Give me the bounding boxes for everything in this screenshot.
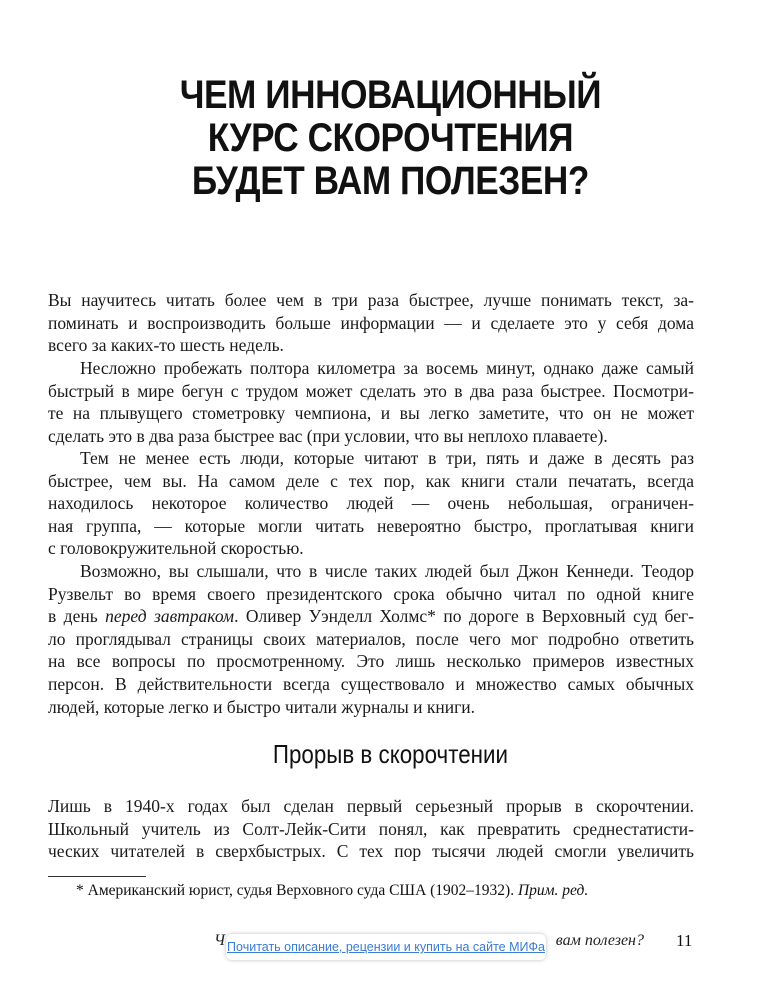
running-header-left: Ч (214, 932, 226, 949)
paragraph-1 (48, 289, 694, 357)
paragraph-1-line: поминать и воспроизводить больше информации — и сделаете это у себя дома (48, 312, 694, 333)
paragraph-2 (48, 357, 694, 447)
paragraph-4-line: Рузвельт во время своего президентского срока обычно читал по одной книге (48, 583, 694, 604)
page-number: 11 (676, 931, 693, 950)
paragraph-4-line: на все вопросы по просмотренному. Это лишь несколько примеров известных (48, 651, 694, 672)
paragraph-4-text: в день (48, 606, 106, 627)
paragraph-2-line: быстрый в мире бегун с трудом может сделать это в два раза быстрее. Посмотри- (48, 380, 694, 401)
footnote-text: * Американский юрист, судья Верховного суда США (1902–1932). (76, 882, 518, 899)
paragraph-2-line: те на плывущего стометровку чемпиона, и вы легко заметите, что он не может (48, 403, 694, 424)
section-subheading: Прорыв в скорочтении (272, 739, 508, 769)
paragraph-1-line: Вы научитесь читать более чем в три раза быстрее, лучше понимать текст, за- (48, 290, 694, 310)
paragraph-3-line: с головокружительной скоростью. (48, 538, 304, 559)
paragraph-4-text: . Оливер Уэнделл Холмс* по дороге в Верховный суд бег- (234, 606, 694, 627)
paragraph-4-line (48, 605, 694, 628)
footnote (76, 881, 716, 901)
paragraph-5-line: Школьный учитель из Солт-Лейк-Сити понял, как превратить среднестатисти- (48, 818, 694, 839)
paragraph-4-emphasis: перед завтраком (105, 606, 235, 627)
paragraph-4 (48, 560, 694, 718)
chapter-title (47, 74, 734, 203)
paragraph-1-line: всего за каких-то шесть недель. (48, 335, 284, 356)
paragraph-4-line: Возможно, вы слышали, что в числе таких людей был Джон Кеннеди. Теодор (80, 561, 694, 581)
chapter-title-line-2: КУРС СКОРОЧТЕНИЯ (207, 116, 574, 160)
chapter-title-line-3: БУДЕТ ВАМ ПОЛЕЗЕН? (191, 159, 589, 203)
running-header-right: вам полезен? (555, 932, 644, 949)
paragraph-3-line: ная группа, — которые могли читать невероятно быстро, проглатывая книги (48, 515, 694, 536)
paragraph-2-line: сделать это в два раза быстрее вас (при условии, что вы неплохо плаваете). (48, 425, 608, 446)
paragraph-3-line: находилось некоторое количество людей — очень небольшая, ограничен- (48, 493, 694, 514)
paragraph-5 (48, 795, 694, 863)
mif-store-link[interactable]: Почитать описание, рецензии и купить на сайте МИФа (226, 934, 546, 960)
paragraph-4-line: персон. В действительности всегда существовало и множество самых обычных (48, 673, 694, 694)
paragraph-3 (48, 447, 694, 560)
footnote-divider (48, 876, 146, 877)
paragraph-4-line: ло проглядывал страницы своих материалов, после чего мог подробно ответить (48, 628, 694, 649)
footnote-editor-note: Прим. ред. (517, 882, 589, 899)
paragraph-3-line: быстрее, чем вы. На самом деле с тех пор, как книги стали печатать, всегда (48, 470, 694, 491)
chapter-title-line-1: ЧЕМ ИННОВАЦИОННЫЙ (179, 73, 602, 117)
paragraph-3-line: Тем не менее есть люди, которые читают в три, пять и даже в десять раз (80, 448, 694, 468)
paragraph-5-line: Лишь в 1940-х годах был сделан первый серьезный прорыв в скорочтении. (48, 796, 694, 816)
paragraph-4-line: людей, которые легко и быстро читали журналы и книги. (48, 696, 476, 717)
paragraph-5-line: ческих читателей в сверхбыстрых. С тех пор тысячи людей смогли увеличить (48, 841, 694, 862)
paragraph-2-line: Несложно пробежать полтора километра за восемь минут, однако даже самый (80, 358, 694, 378)
